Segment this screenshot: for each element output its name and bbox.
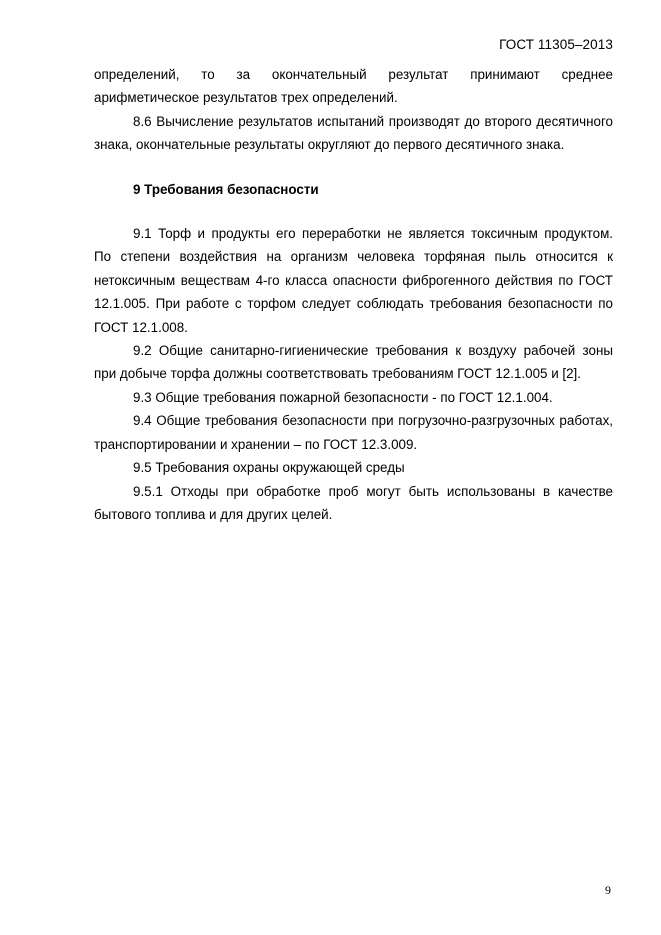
text-line: 9.3 Общие требования пожарной безопасности - по ГОСТ 12.1.004. [133, 389, 553, 405]
document-body [94, 63, 613, 526]
text-line: 9.2 Общие санитарно-гигиенические требования к воздуху рабочей зоны [133, 343, 613, 359]
text-line: определений, то за окончательный результат принимают среднее [94, 67, 613, 82]
text-line: 8.6 Вычисление результатов испытаний производят до второго десятичного [133, 113, 613, 129]
text-line: нетоксичным веществам 4-го класса опасности фиброгенного действия по ГОСТ [94, 272, 613, 288]
text-line: 9.5.1 Отходы при обработке проб могут быть использованы в качестве [133, 483, 613, 499]
section-heading: 9 Требования безопасности [133, 181, 319, 197]
text-line: транспортировании и хранении – по ГОСТ 12.3.009. [94, 436, 418, 452]
page-number: 9 [605, 883, 611, 897]
text-line: бытового топлива и для других целей. [94, 506, 333, 522]
text-line: ГОСТ 12.1.008. [94, 319, 188, 335]
text-line: при добыче торфа должны соответствовать требованиям ГОСТ 12.1.005 и [2]. [94, 366, 581, 382]
text-line: 9.1 Торф и продукты его переработки не является токсичным продуктом. [133, 226, 613, 242]
text-line: 12.1.005. При работе с торфом следует соблюдать требования безопасности по [94, 296, 613, 312]
text-line: знака, окончательные результаты округляют до первого десятичного знака. [94, 137, 565, 153]
text-line: 9.5 Требования охраны окружающей среды [133, 460, 405, 476]
document-code-header: ГОСТ 11305–2013 [499, 37, 613, 52]
text-line: По степени воздействия на организм человека торфяная пыль относится к [94, 249, 613, 265]
text-line: 9.4 Общие требования безопасности при погрузочно-разгрузочных работах, [133, 413, 613, 429]
text-line: арифметическое результатов трех определений. [94, 90, 398, 106]
